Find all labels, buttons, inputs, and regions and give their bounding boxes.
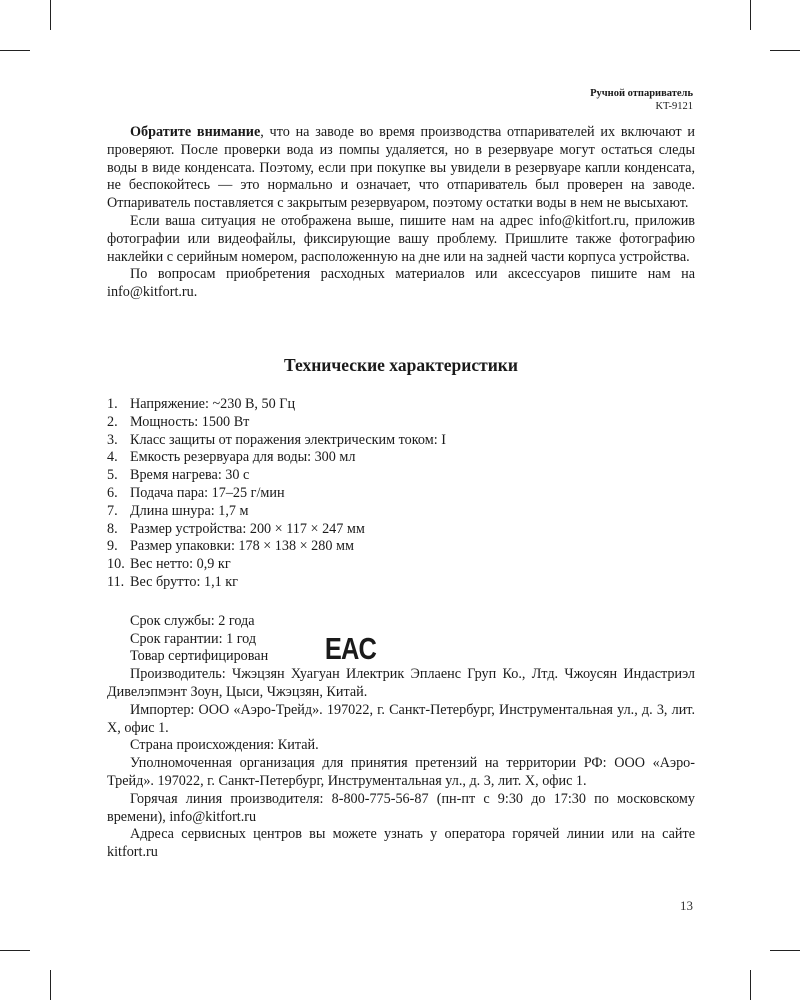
- service-centers: Адреса сервисных центров вы можете узнать у оператора горячей линии или на сайте kitfort.ru: [107, 826, 695, 861]
- spec-item: 3. Класс защиты от поражения электрическим током: I: [107, 431, 446, 448]
- notice-paragraph-1: [107, 124, 695, 213]
- manufacturer: Производитель: Чжэцзян Хуагуан Илектрик Эплаенс Груп Ко., Лтд. Чжоусян Индастриэл Дивелэпмэнт Зоун, Цыси, Чжэцзян, Китай.: [107, 666, 695, 700]
- spec-item: 10. Вес нетто: 0,9 кг: [107, 556, 231, 573]
- specs-list: [107, 396, 695, 592]
- specs-title: Технические характеристики: [284, 354, 518, 375]
- spec-item: 7. Длина шнура: 1,7 м: [107, 502, 249, 519]
- eac-mark-icon: EAC: [324, 631, 377, 667]
- notice-paragraph-3: По вопросам приобретения расходных материалов или аксессуаров пишите нам на info@kitfort.ru.: [107, 266, 695, 301]
- certified-text: Товар сертифицирован: [130, 648, 269, 665]
- spec-item: 1. Напряжение: ~230 В, 50 Гц: [107, 395, 296, 412]
- crop-mark: [770, 50, 800, 51]
- header-model: KT-9121: [655, 101, 693, 112]
- service-life: Срок службы: 2 года: [130, 612, 255, 629]
- crop-mark: [750, 0, 751, 30]
- spec-item: 6. Подача пара: 17–25 г/мин: [107, 484, 285, 501]
- notice-bold-lead: Обратите внимание: [130, 124, 261, 140]
- crop-mark: [750, 970, 751, 1000]
- spec-item: 2. Мощность: 1500 Вт: [107, 413, 250, 430]
- crop-mark: [770, 950, 800, 951]
- spec-item: 4. Емкость резервуара для воды: 300 мл: [107, 449, 356, 466]
- info-block: [107, 613, 695, 862]
- page-header: [590, 87, 693, 113]
- crop-mark: [50, 970, 51, 1000]
- page-number: 13: [680, 898, 693, 913]
- header-product: Ручной отпариватель: [590, 88, 693, 99]
- notice-text: , что на заводе во время производства отпаривателей их включают и проверяют. После проверки вода из помпы удаляется, но в резервуаре могут остаться следы воды в виде конденсата. Поэтому, если при покупке вы увидели в резервуаре капли конденсата, не беспокойтесь — это нормально и означает, что отпариватель был проверен на заводе. Отпариватель поставляется с закрытым резервуаром, поэтому остатки воды в нем не высыхают.: [107, 124, 695, 212]
- importer: Импортер: ООО «Аэро-Трейд». 197022, г. Санкт-Петербург, Инструментальная ул., д. 3, лит. Х, офис 1.: [107, 701, 695, 736]
- spec-item: 5. Время нагрева: 30 с: [107, 467, 250, 484]
- spec-item: 9. Размер упаковки: 178 × 138 × 280 мм: [107, 538, 354, 555]
- spec-item: 11. Вес брутто: 1,1 кг: [107, 573, 238, 590]
- crop-mark: [0, 950, 30, 951]
- authorized-organization: Уполномоченная организация для принятия претензий на территории РФ: ООО «Аэро-Трейд». 197022, г. Санкт-Петербург, Инструментальная ул., д. 3, лит. Х, офис 1.: [107, 755, 695, 789]
- crop-mark: [50, 0, 51, 30]
- page-content: [107, 124, 695, 862]
- warranty: Срок гарантии: 1 год: [130, 630, 257, 647]
- origin: Страна происхождения: Китай.: [130, 737, 319, 754]
- spec-item: 8. Размер устройства: 200 × 117 × 247 мм: [107, 520, 365, 537]
- notice-paragraph-2: Если ваша ситуация не отображена выше, пишите нам на адрес info@kitfort.ru, приложив фотографии или видеофайлы, фиксирующие вашу проблему. Пришлите также фотографию наклейки с серийным номером, расположенную на дне или на задней части корпуса устройства.: [107, 212, 695, 265]
- hotline: Горячая линия производителя: 8-800-775-56-87 (пн-пт с 9:30 до 17:30 по московскому времени), info@kitfort.ru: [107, 790, 695, 825]
- crop-mark: [0, 50, 30, 51]
